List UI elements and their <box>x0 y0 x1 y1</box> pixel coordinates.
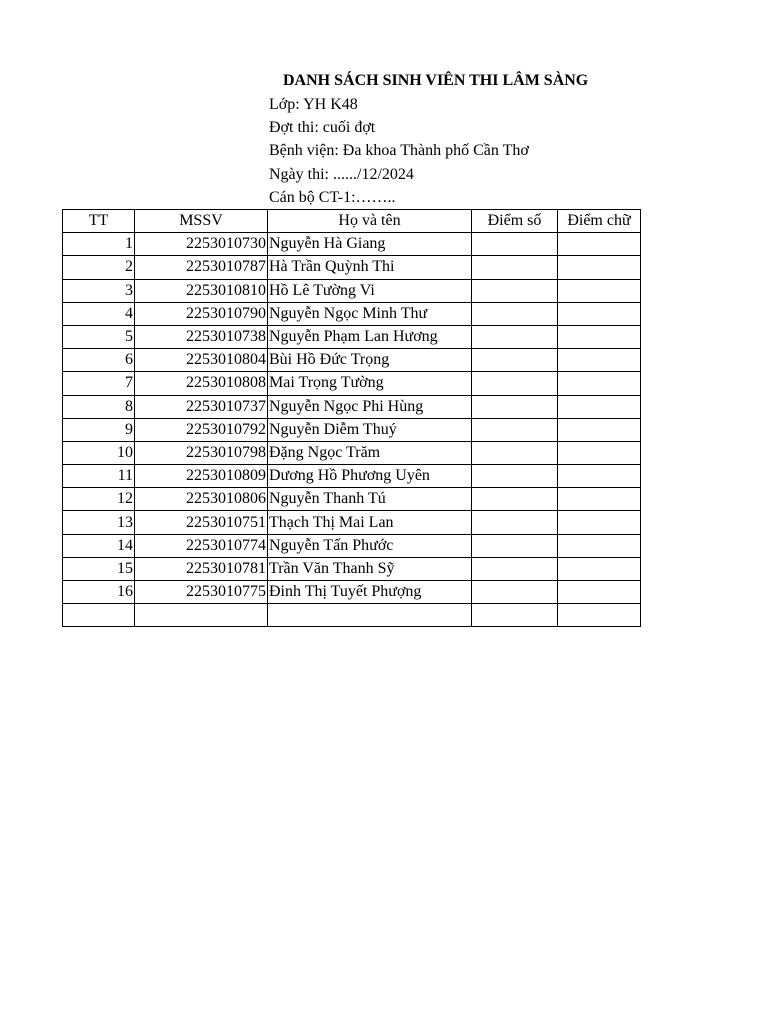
cell-tt: 13 <box>63 511 135 534</box>
cell-tt: 5 <box>63 325 135 348</box>
cell-grade <box>558 279 641 302</box>
cell-mssv: 2253010787 <box>135 256 268 279</box>
column-header-grade: Điểm chữ <box>558 210 641 233</box>
table-row <box>63 488 641 511</box>
cell-name: Hà Trần Quỳnh Thi <box>268 256 472 279</box>
table-row <box>63 418 641 441</box>
cell-mssv: 2253010808 <box>135 372 268 395</box>
cell-grade <box>558 233 641 256</box>
cell-score <box>472 349 558 372</box>
cell-score <box>472 604 558 627</box>
cell-name: Thạch Thị Mai Lan <box>268 511 472 534</box>
table-body <box>63 233 641 627</box>
cell-score <box>472 581 558 604</box>
table-row <box>63 395 641 418</box>
table-row <box>63 465 641 488</box>
cell-mssv: 2253010781 <box>135 557 268 580</box>
cell-score <box>472 418 558 441</box>
table-row <box>63 511 641 534</box>
table-row <box>63 349 641 372</box>
cell-grade <box>558 511 641 534</box>
cell-score <box>472 534 558 557</box>
cell-name: Mai Trọng Tường <box>268 372 472 395</box>
column-header-tt: TT <box>63 210 135 233</box>
table-row <box>63 325 641 348</box>
cell-tt: 12 <box>63 488 135 511</box>
cell-grade <box>558 302 641 325</box>
table-row <box>63 302 641 325</box>
table-row <box>63 604 641 627</box>
column-header-mssv: MSSV <box>135 210 268 233</box>
cell-grade <box>558 534 641 557</box>
cell-tt: 10 <box>63 441 135 464</box>
cell-grade <box>558 604 641 627</box>
cell-mssv <box>135 604 268 627</box>
cell-tt: 11 <box>63 465 135 488</box>
cell-mssv: 2253010774 <box>135 534 268 557</box>
class-line: Lớp: YH K48 <box>269 96 358 113</box>
cell-tt: 1 <box>63 233 135 256</box>
cell-mssv: 2253010810 <box>135 279 268 302</box>
cell-name: Đinh Thị Tuyết Phượng <box>268 581 472 604</box>
cell-tt: 7 <box>63 372 135 395</box>
cell-mssv: 2253010798 <box>135 441 268 464</box>
cell-name: Hồ Lê Tường Vi <box>268 279 472 302</box>
table-row <box>63 233 641 256</box>
cell-tt: 15 <box>63 557 135 580</box>
cell-tt: 8 <box>63 395 135 418</box>
cell-tt: 16 <box>63 581 135 604</box>
cell-score <box>472 279 558 302</box>
cell-mssv: 2253010806 <box>135 488 268 511</box>
table-row <box>63 557 641 580</box>
cell-tt: 4 <box>63 302 135 325</box>
cell-mssv: 2253010809 <box>135 465 268 488</box>
cell-mssv: 2253010730 <box>135 233 268 256</box>
cell-grade <box>558 325 641 348</box>
cell-score <box>472 395 558 418</box>
cell-mssv: 2253010775 <box>135 581 268 604</box>
cell-grade <box>558 441 641 464</box>
cell-name: Đặng Ngọc Trăm <box>268 441 472 464</box>
cell-tt: 3 <box>63 279 135 302</box>
officer-line: Cán bộ CT-1:…….. <box>269 189 396 206</box>
cell-score <box>472 233 558 256</box>
cell-score <box>472 372 558 395</box>
cell-score <box>472 488 558 511</box>
cell-grade <box>558 581 641 604</box>
cell-grade <box>558 349 641 372</box>
cell-name: Dương Hồ Phương Uyên <box>268 465 472 488</box>
cell-tt: 2 <box>63 256 135 279</box>
student-table <box>62 209 641 627</box>
column-header-name: Họ và tên <box>268 210 472 233</box>
cell-grade <box>558 256 641 279</box>
cell-grade <box>558 488 641 511</box>
table-header-row <box>63 210 641 233</box>
cell-score <box>472 256 558 279</box>
cell-grade <box>558 395 641 418</box>
table-row <box>63 534 641 557</box>
table-row <box>63 372 641 395</box>
cell-mssv: 2253010737 <box>135 395 268 418</box>
cell-grade <box>558 465 641 488</box>
cell-tt: 14 <box>63 534 135 557</box>
cell-name: Bùi Hồ Đức Trọng <box>268 349 472 372</box>
exam-date-line: Ngày thi: ....../12/2024 <box>269 166 414 183</box>
cell-grade <box>558 557 641 580</box>
cell-grade <box>558 372 641 395</box>
cell-grade <box>558 418 641 441</box>
cell-score <box>472 557 558 580</box>
table-row <box>63 279 641 302</box>
cell-name: Nguyễn Tấn Phước <box>268 534 472 557</box>
cell-mssv: 2253010804 <box>135 349 268 372</box>
cell-mssv: 2253010792 <box>135 418 268 441</box>
cell-tt <box>63 604 135 627</box>
hospital-line: Bệnh viện: Đa khoa Thành phố Cần Thơ <box>269 142 529 159</box>
table-row <box>63 441 641 464</box>
cell-name: Nguyễn Ngọc Minh Thư <box>268 302 472 325</box>
cell-name: Nguyễn Phạm Lan Hương <box>268 325 472 348</box>
cell-score <box>472 441 558 464</box>
column-header-score: Điểm số <box>472 210 558 233</box>
cell-name <box>268 604 472 627</box>
cell-score <box>472 465 558 488</box>
document-title: DANH SÁCH SINH VIÊN THI LÂM SÀNG <box>283 72 589 89</box>
cell-mssv: 2253010790 <box>135 302 268 325</box>
cell-mssv: 2253010738 <box>135 325 268 348</box>
cell-name: Trần Văn Thanh Sỹ <box>268 557 472 580</box>
cell-name: Nguyễn Thanh Tú <box>268 488 472 511</box>
table-row <box>63 256 641 279</box>
cell-score <box>472 325 558 348</box>
cell-name: Nguyễn Ngọc Phi Hùng <box>268 395 472 418</box>
cell-score <box>472 302 558 325</box>
cell-name: Nguyễn Hà Giang <box>268 233 472 256</box>
cell-tt: 9 <box>63 418 135 441</box>
cell-tt: 6 <box>63 349 135 372</box>
cell-score <box>472 511 558 534</box>
table-row <box>63 581 641 604</box>
cell-mssv: 2253010751 <box>135 511 268 534</box>
exam-round-line: Đợt thi: cuối đợt <box>269 119 376 136</box>
cell-name: Nguyễn Diễm Thuý <box>268 418 472 441</box>
